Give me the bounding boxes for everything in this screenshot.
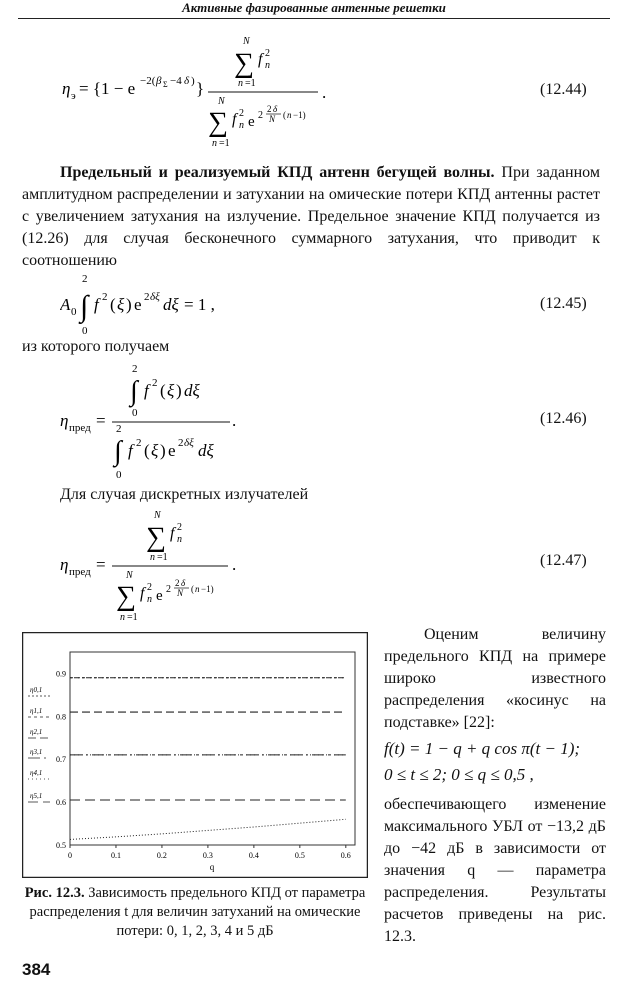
svg-text:.: . [232,411,237,430]
svg-text:0: 0 [116,469,122,481]
svg-text:∫: ∫ [114,436,122,467]
x-tick-label: 0.2 [156,851,167,860]
svg-text:dξ: dξ [198,441,214,460]
equation-12-47 [60,508,300,624]
svg-text:N: N [177,588,184,598]
x-tick-label: 0.5 [294,851,305,860]
svg-text:∫: ∫ [80,290,89,323]
x-tick-label: 0.6 [340,851,351,860]
svg-text:ξ: ξ [151,441,159,460]
svg-text:f: f [128,441,133,460]
svg-text:=: = [96,411,106,430]
figure-caption [22,884,368,941]
svg-text:η: η [62,79,71,98]
section-title: Предельный и реализуемый КПД антенн бегущей волны. [60,164,495,181]
svg-text:2: 2 [144,291,150,303]
svg-text:(: ( [283,110,286,120]
svg-text:э: э [71,90,76,102]
svg-text:dξ: dξ [163,295,179,314]
svg-text:ξ: ξ [117,295,125,314]
svg-text:2: 2 [178,437,184,449]
svg-text:Σ: Σ [163,80,168,89]
svg-text:−1): −1) [201,584,214,594]
svg-text:n: n [147,594,152,605]
y-tick-label: 0.9 [56,669,66,679]
svg-text:n: n [238,78,243,89]
y-tick-label: 0.6 [56,798,66,808]
equation-12-47-formula [60,508,300,624]
svg-text:(: ( [191,584,194,594]
equation-12-44 [62,34,342,152]
svg-text:N: N [269,114,276,124]
svg-text:= 1 ,: = 1 , [184,295,215,314]
svg-text:(: ( [160,381,166,400]
svg-text:): ) [176,381,182,400]
x-tick-label: 0 [68,851,72,860]
svg-text:}: } [196,79,205,98]
svg-text:f: f [94,295,99,314]
svg-text:=: = [96,555,106,574]
legend-label: η5,1 [30,792,43,800]
text-discrete: Для случая дискретных излучателей [60,486,309,503]
svg-text:2: 2 [152,377,158,389]
svg-text:2: 2 [116,423,122,435]
x-tick-label: 0.4 [248,851,259,860]
svg-text:): ) [126,295,132,314]
svg-text:n: n [265,60,270,71]
svg-text:0: 0 [82,325,88,336]
svg-text:=1: =1 [245,78,256,89]
svg-text:): ) [160,441,166,460]
svg-text:∑: ∑ [208,107,228,138]
x-tick-label: 0.1 [110,851,121,860]
equation-12-44-formula [62,34,342,152]
x-axis-label: q [209,862,215,872]
page-number: 384 [22,960,51,979]
svg-text:dξ: dξ [184,381,200,400]
svg-text:e: e [248,114,255,130]
svg-text:n: n [287,110,292,120]
equation-number-12-46: (12.46) [540,410,587,427]
y-tick-label: 0.7 [56,755,66,765]
svg-text:пред: пред [69,422,91,434]
svg-text:.: . [322,83,327,102]
y-tick-label: 0.8 [56,712,66,722]
legend-label: η2,1 [30,728,43,736]
caption-label: Рис. 12.3. [24,885,85,901]
figure-12-3-chart [22,632,368,878]
svg-text:A: A [60,295,71,314]
svg-text:n: n [120,612,125,623]
svg-text:2: 2 [166,584,171,595]
svg-text:N: N [126,570,133,581]
equation-12-45-formula [60,270,260,336]
svg-text:2: 2 [102,291,108,303]
svg-text:e: e [134,295,142,314]
svg-text:=1: =1 [157,552,168,563]
svg-text:N: N [154,510,161,521]
legend-label: η1,1 [30,707,43,715]
svg-text:δ: δ [181,578,186,588]
svg-text:δξ: δξ [150,291,160,303]
equation-number-12-45: (12.45) [540,295,587,312]
svg-text:δ: δ [184,75,190,87]
svg-text:f: f [140,585,145,602]
svg-text:N: N [218,96,225,107]
svg-text:2: 2 [175,578,180,588]
svg-text:2: 2 [265,48,270,59]
svg-text:n: n [150,552,155,563]
x-tick-label: 0.3 [202,851,213,860]
svg-text:−1): −1) [293,110,306,120]
section-body: При заданном амплитудном распределении и затухании на омические потери КПД антенны растет с увеличением затухания на излучение. Предельное значение КПД получается из (12.26) для случая бесконечного суммарного затухания, что приводит к соотношению [22,164,600,269]
running-header: Активные фазированные антенные решетки [18,0,610,19]
formula-cosine: f(t) = 1 − q + q cos π(t − 1); [384,739,581,758]
svg-text:n: n [212,138,217,149]
right-paragraph-2: обеспечивающего изменение максимального УБЛ от −13,2 дБ до −42 дБ в зависимости от значения q — параметра распределения. Результаты расчетов приведены на рис. 12.3. [384,796,606,945]
svg-text:2: 2 [147,582,152,593]
svg-text:f: f [170,525,175,542]
svg-text:n: n [195,584,200,594]
svg-text:2: 2 [239,108,244,119]
svg-text:0: 0 [132,407,138,419]
equation-12-46 [60,362,260,484]
svg-text:2: 2 [258,110,263,121]
svg-text:−4: −4 [170,75,182,87]
right-column [384,624,606,948]
svg-text:∫: ∫ [130,376,138,407]
svg-text:f: f [144,381,149,400]
legend-label: η4,1 [30,769,43,777]
svg-text:δξ: δξ [184,437,194,449]
svg-text:η: η [60,555,69,574]
svg-text:e: e [168,441,176,460]
legend-label: η3,1 [30,748,43,756]
svg-text:0: 0 [71,306,77,318]
section-paragraph [22,162,600,272]
svg-text:): ) [191,75,195,87]
caption-text: Зависимость предельного КПД от параметра распределения t для величин затуханий на омические потери: 0, 1, 2, 3, 4 и 5 дБ [29,885,366,939]
equation-number-12-44: (12.44) [540,81,587,98]
svg-text:(: ( [110,295,116,314]
svg-text:∑: ∑ [116,581,136,612]
y-tick-label: 0.5 [56,841,66,850]
svg-text:e: e [156,588,163,604]
svg-text:2: 2 [267,104,272,114]
svg-text:n: n [239,120,244,131]
svg-text:=1: =1 [219,138,230,149]
equation-number-12-47: (12.47) [540,552,587,569]
svg-text:(: ( [144,441,150,460]
svg-text:ξ: ξ [167,381,175,400]
svg-text:=1: =1 [127,612,138,623]
svg-text:f: f [232,111,237,128]
figure-12-3 [22,632,368,883]
svg-text:пред: пред [69,566,91,578]
svg-text:.: . [232,555,237,574]
svg-text:N: N [243,36,250,47]
svg-text:2: 2 [177,522,182,533]
svg-text:δ: δ [273,104,278,114]
svg-text:= {1 − e: = {1 − e [79,79,136,98]
equation-12-45 [60,270,260,336]
svg-text:β: β [156,75,162,87]
svg-text:η: η [60,411,69,430]
svg-text:2: 2 [82,273,88,285]
svg-text:2: 2 [132,363,138,375]
svg-text:2: 2 [136,437,142,449]
svg-text:f: f [258,51,263,68]
legend-label: η0,1 [30,686,43,694]
equation-12-46-formula [60,362,260,484]
svg-text:∑: ∑ [234,48,254,79]
svg-text:−2(: −2( [140,75,156,87]
text-from-which: из которого получаем [22,338,170,355]
svg-text:n: n [177,534,182,545]
formula-range: 0 ≤ t ≤ 2; 0 ≤ q ≤ 0,5 , [384,765,534,784]
right-paragraph-1: Оценим величину предельного КПД на примере широко известного распределения «косинус на подставке» [22]: [384,626,606,731]
svg-text:∑: ∑ [146,522,166,553]
